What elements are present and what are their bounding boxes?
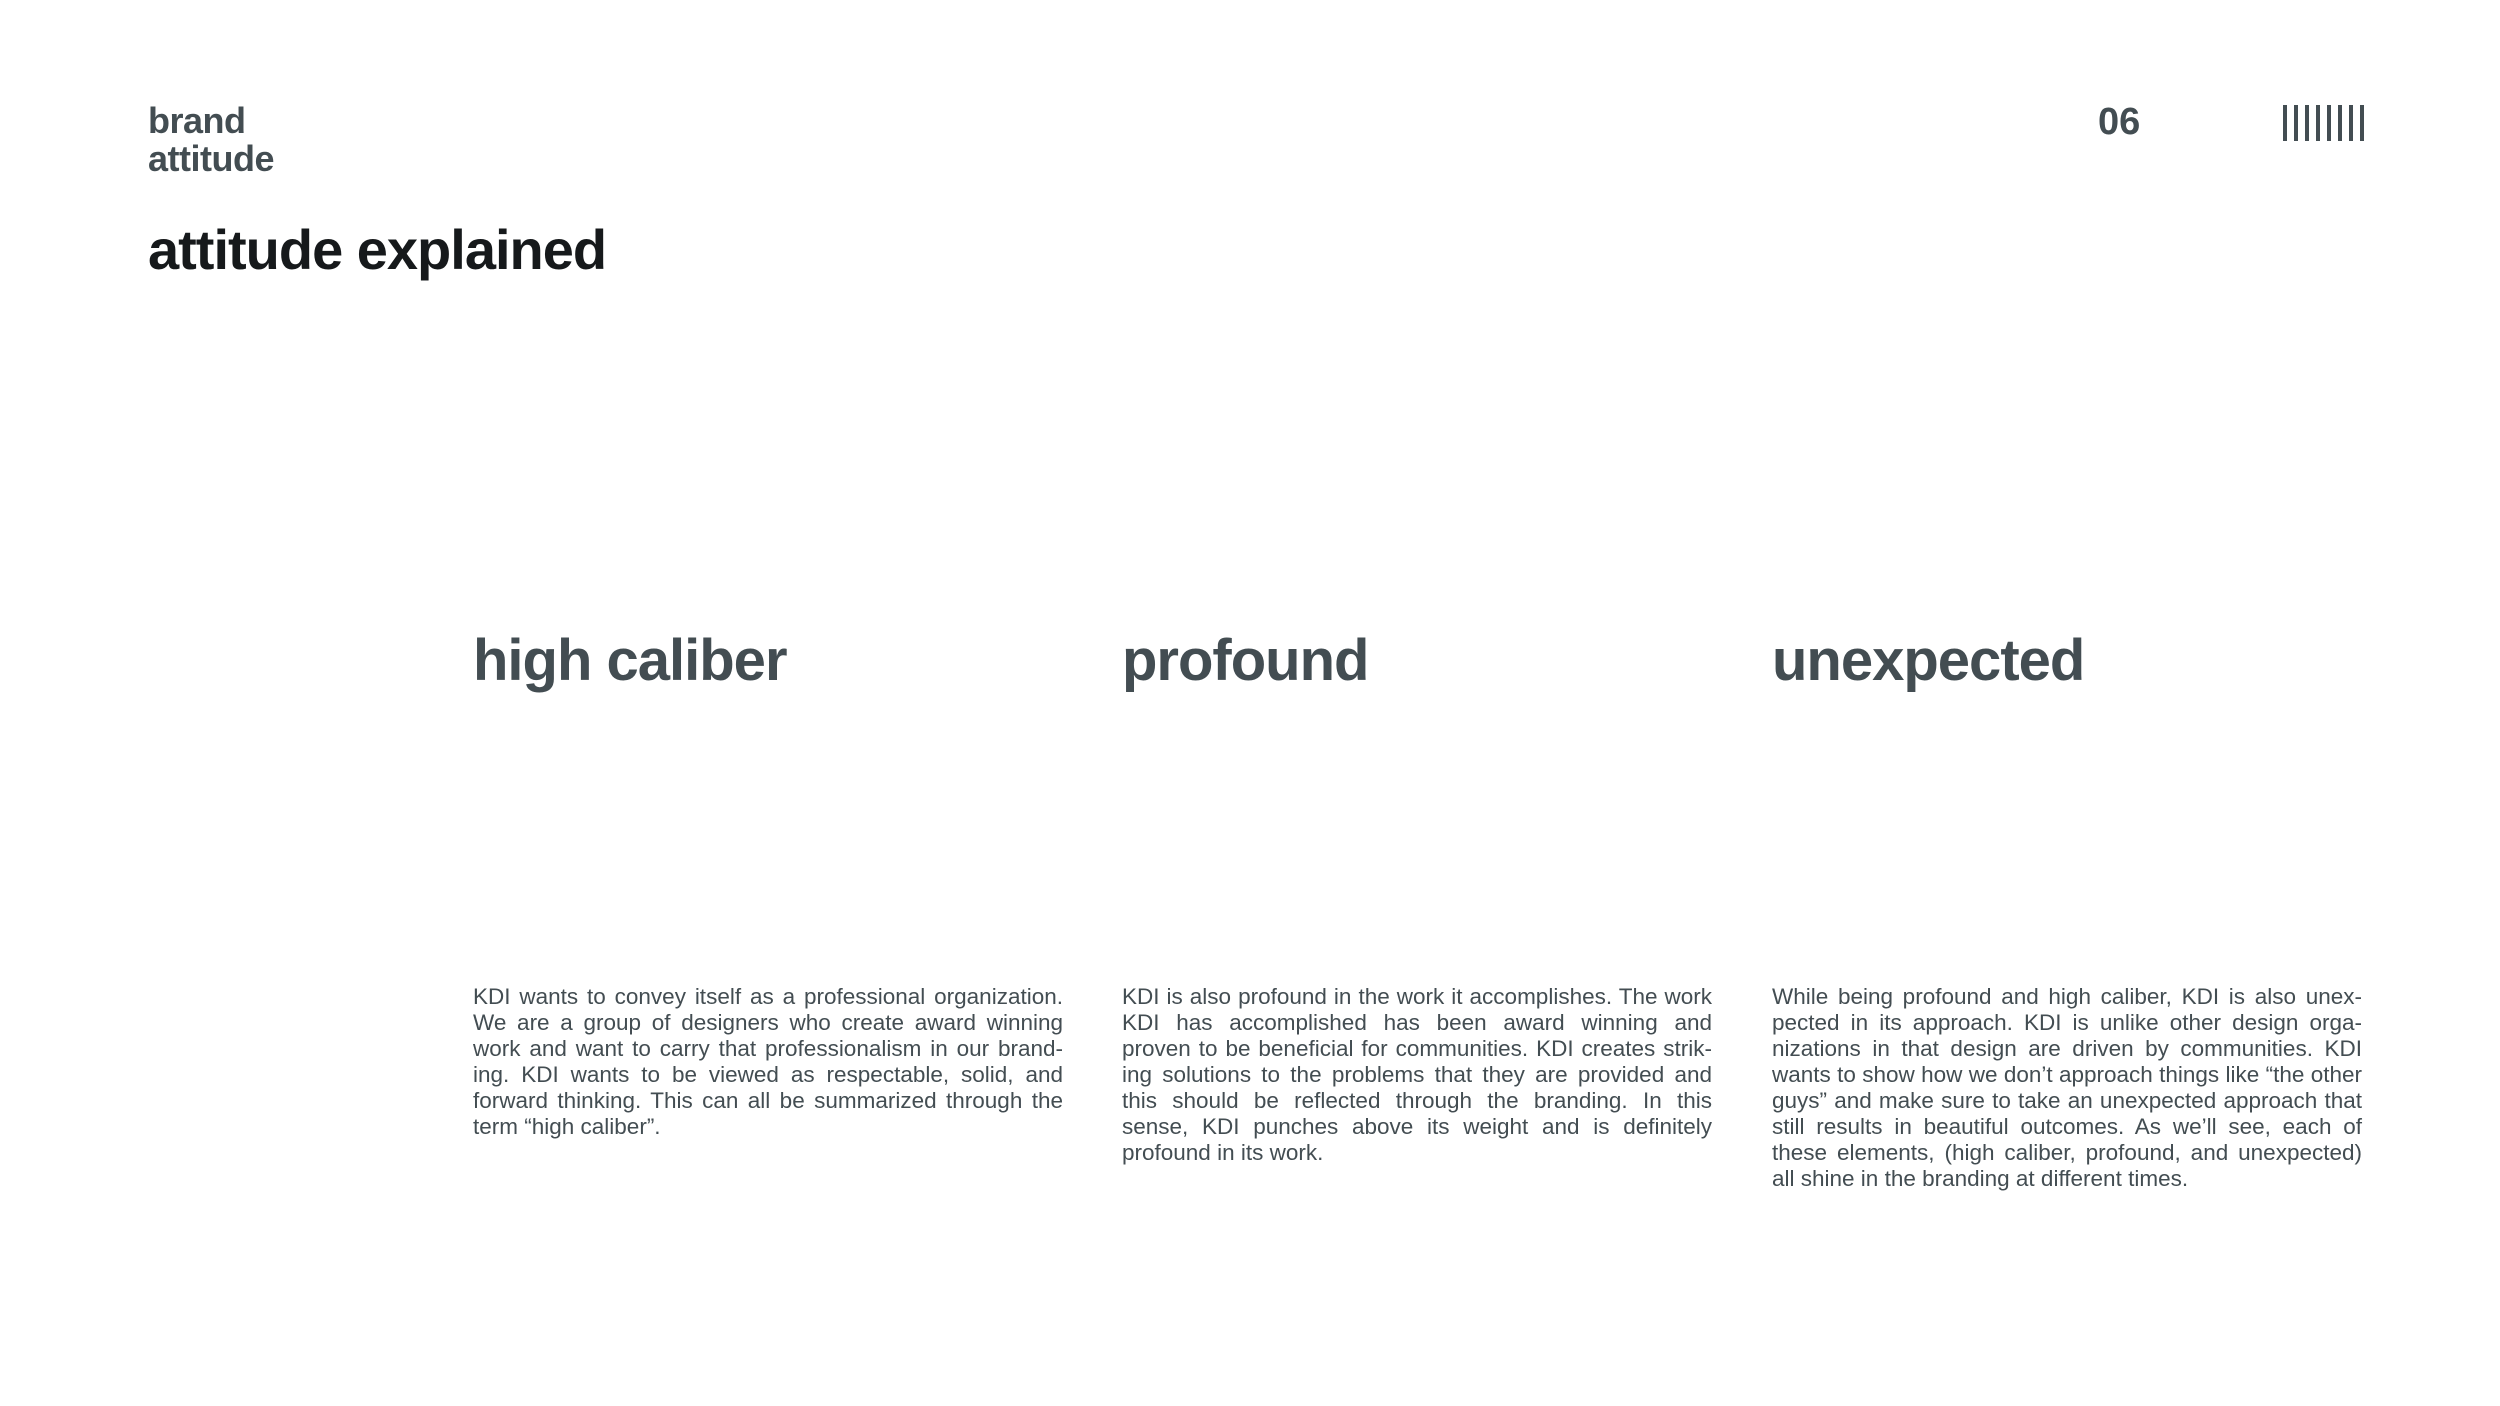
- column-body: While being profound and high caliber, KDI is also unex-pected in its approach. KDI is unlike other design orga-nizations in that design are driven by communities. KDI wants to show how we don’t approach things like “the other guys” and make sure to take an unexpected approach that still results in beautiful outcomes. As we’ll see, each of these elements, (high caliber, profound, and unexpected) all shine in the branding at different times.: [1772, 984, 2362, 1191]
- column-unexpected: [1772, 628, 2362, 1191]
- column-heading: unexpected: [1772, 628, 2085, 693]
- column-high-caliber: [473, 628, 1063, 1139]
- section-label-line2: attitude: [148, 138, 274, 179]
- column-heading: high caliber: [473, 628, 787, 693]
- page-number: 06: [2098, 101, 2141, 143]
- column-body: KDI is also profound in the work it accomplishes. The work KDI has accomplished has been award winning and proven to be beneficial for communities. KDI creates strik-ing solutions to the problems that they are provided and this should be reflected through the branding. In this sense, KDI punches above its weight and is definitely profound in its work.: [1122, 984, 1712, 1165]
- column-heading: profound: [1122, 628, 1369, 693]
- column-body: KDI wants to convey itself as a professional organization. We are a group of designers who create award winning work and want to carry that professionalism in our brand-ing. KDI wants to be viewed as respectable, solid, and forward thinking. This can all be summarized through the term “high caliber”.: [473, 984, 1063, 1139]
- page-title: attitude explained: [148, 218, 607, 281]
- section-label-line1: brand: [148, 100, 246, 141]
- section-label: [148, 102, 274, 178]
- column-profound: [1122, 628, 1712, 1165]
- barcode-bars-icon: [2283, 105, 2364, 141]
